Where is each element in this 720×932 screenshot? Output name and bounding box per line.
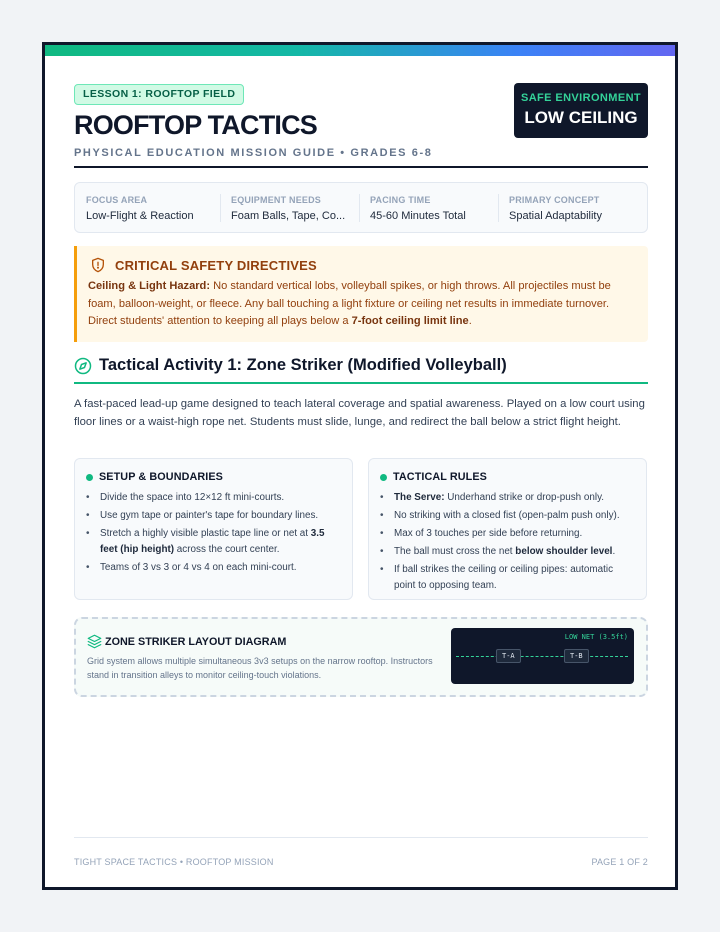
- bullet-dot-icon: [380, 474, 387, 481]
- environment-value: LOW CEILING: [524, 108, 638, 127]
- footer-left: TIGHT SPACE TACTICS • ROOFTOP MISSION: [74, 857, 274, 867]
- activity-title: Tactical Activity 1: Zone Striker (Modified Volleyball): [99, 356, 507, 374]
- diagram-text: Grid system allows multiple simultaneous 3v3 setups on the narrow rooftop. Instructors stand in transition alleys to monitor ceiling-touch violations.: [87, 656, 433, 680]
- list-item: • Divide the space into 12×12 ft mini-courts.: [86, 490, 342, 506]
- info-label: FOCUS AREA: [86, 195, 148, 205]
- list-item-text: Stretch a highly visible plastic tape line or net at: [100, 528, 309, 539]
- rule-lead: The Serve:: [394, 492, 445, 503]
- safety-end: .: [468, 315, 472, 327]
- team-b-marker: T-B: [564, 649, 589, 663]
- rule-emphasis: below shoulder level: [515, 546, 613, 557]
- page-header: [74, 56, 648, 168]
- page-footer: [74, 837, 648, 867]
- safety-title: CRITICAL SAFETY DIRECTIVES: [115, 257, 317, 273]
- layout-diagram: [74, 617, 648, 697]
- layers-icon: [87, 634, 102, 649]
- rule-text-end: .: [612, 546, 616, 557]
- setup-list: [86, 490, 342, 575]
- page-number: PAGE 1 OF 2: [591, 857, 648, 867]
- shield-alert-icon: [90, 257, 106, 273]
- rule-text: Underhand strike or drop-push only.: [444, 492, 605, 503]
- bullet-dot-icon: [86, 474, 93, 481]
- info-value: Foam Balls, Tape, Co...: [231, 210, 346, 222]
- list-item-text-end: across the court center.: [174, 543, 280, 555]
- info-focus-area: [75, 183, 220, 232]
- info-value: Spatial Adaptability: [509, 210, 602, 222]
- page-title: ROOFTOP TACTICS: [74, 110, 318, 140]
- page-subtitle: PHYSICAL EDUCATION MISSION GUIDE • GRADES 6-8: [74, 147, 433, 159]
- list-item: • No striking with a closed fist (open-palm push only).: [380, 508, 636, 524]
- diagram-title: ZONE STRIKER LAYOUT DIAGRAM: [105, 635, 287, 648]
- net-diagram-panel: [451, 628, 634, 684]
- lesson-badge: LESSON 1: ROOFTOP FIELD: [74, 84, 244, 105]
- list-item: [86, 526, 342, 557]
- info-value: Low-Flight & Reaction: [86, 210, 194, 222]
- document-page: [42, 42, 678, 890]
- team-a-marker: T-A: [496, 649, 521, 663]
- rules-title: TACTICAL RULES: [393, 471, 487, 483]
- safety-body: No standard vertical lobs, volleyball spikes, or high throws. All projectiles must be foam, balloon-weight, or fleece. Any ball touching a light fixture or ceiling net results in immediate turnover. Direct students' attention to keeping all plays below a: [88, 280, 611, 327]
- activity-heading: [74, 354, 648, 384]
- setup-card: [74, 458, 353, 600]
- info-value: 45-60 Minutes Total: [370, 210, 466, 222]
- list-item: • Teams of 3 vs 3 or 4 vs 4 on each mini-court.: [86, 560, 342, 576]
- safety-text: [88, 278, 635, 331]
- compass-icon: [74, 357, 92, 375]
- list-item: • Use gym tape or painter's tape for boundary lines.: [86, 508, 342, 524]
- setup-title: SETUP & BOUNDARIES: [99, 471, 223, 483]
- activity-description: A fast-paced lead-up game designed to teach lateral coverage and spatial awareness. Played on a low court using floor lines or a waist-high rope net. Students must slide, lunge, and redirect the ball below a strict flight height.: [74, 398, 645, 428]
- activity-cards: [74, 458, 648, 600]
- rules-list: [380, 490, 636, 593]
- safety-emphasis: 7-foot ceiling limit line: [351, 315, 469, 327]
- net-line: [456, 656, 628, 657]
- info-label: PRIMARY CONCEPT: [509, 195, 600, 205]
- environment-badge: [514, 83, 648, 138]
- rules-card: [368, 458, 647, 600]
- environment-label: SAFE ENVIRONMENT: [520, 92, 642, 104]
- info-equipment: [220, 183, 359, 232]
- gradient-top-bar: [45, 45, 675, 56]
- info-pacing: [359, 183, 498, 232]
- rule-text: The ball must cross the net: [394, 546, 516, 557]
- list-item: • Max of 3 touches per side before returning.: [380, 526, 636, 542]
- list-item: [380, 490, 636, 506]
- info-label: EQUIPMENT NEEDS: [231, 195, 322, 205]
- info-bar: [74, 182, 648, 233]
- list-item: • If ball strikes the ceiling or ceiling pipes: automatic point to opposing team.: [380, 562, 636, 593]
- info-label: PACING TIME: [370, 195, 431, 205]
- info-primary-concept: [498, 183, 647, 232]
- net-label: LOW NET (3.5ft): [564, 633, 628, 641]
- list-item: [380, 544, 636, 560]
- list-item-emphasis: 3.5 feet (hip height): [100, 528, 325, 555]
- safety-callout: [74, 246, 648, 342]
- safety-lead: Ceiling & Light Hazard:: [88, 280, 211, 292]
